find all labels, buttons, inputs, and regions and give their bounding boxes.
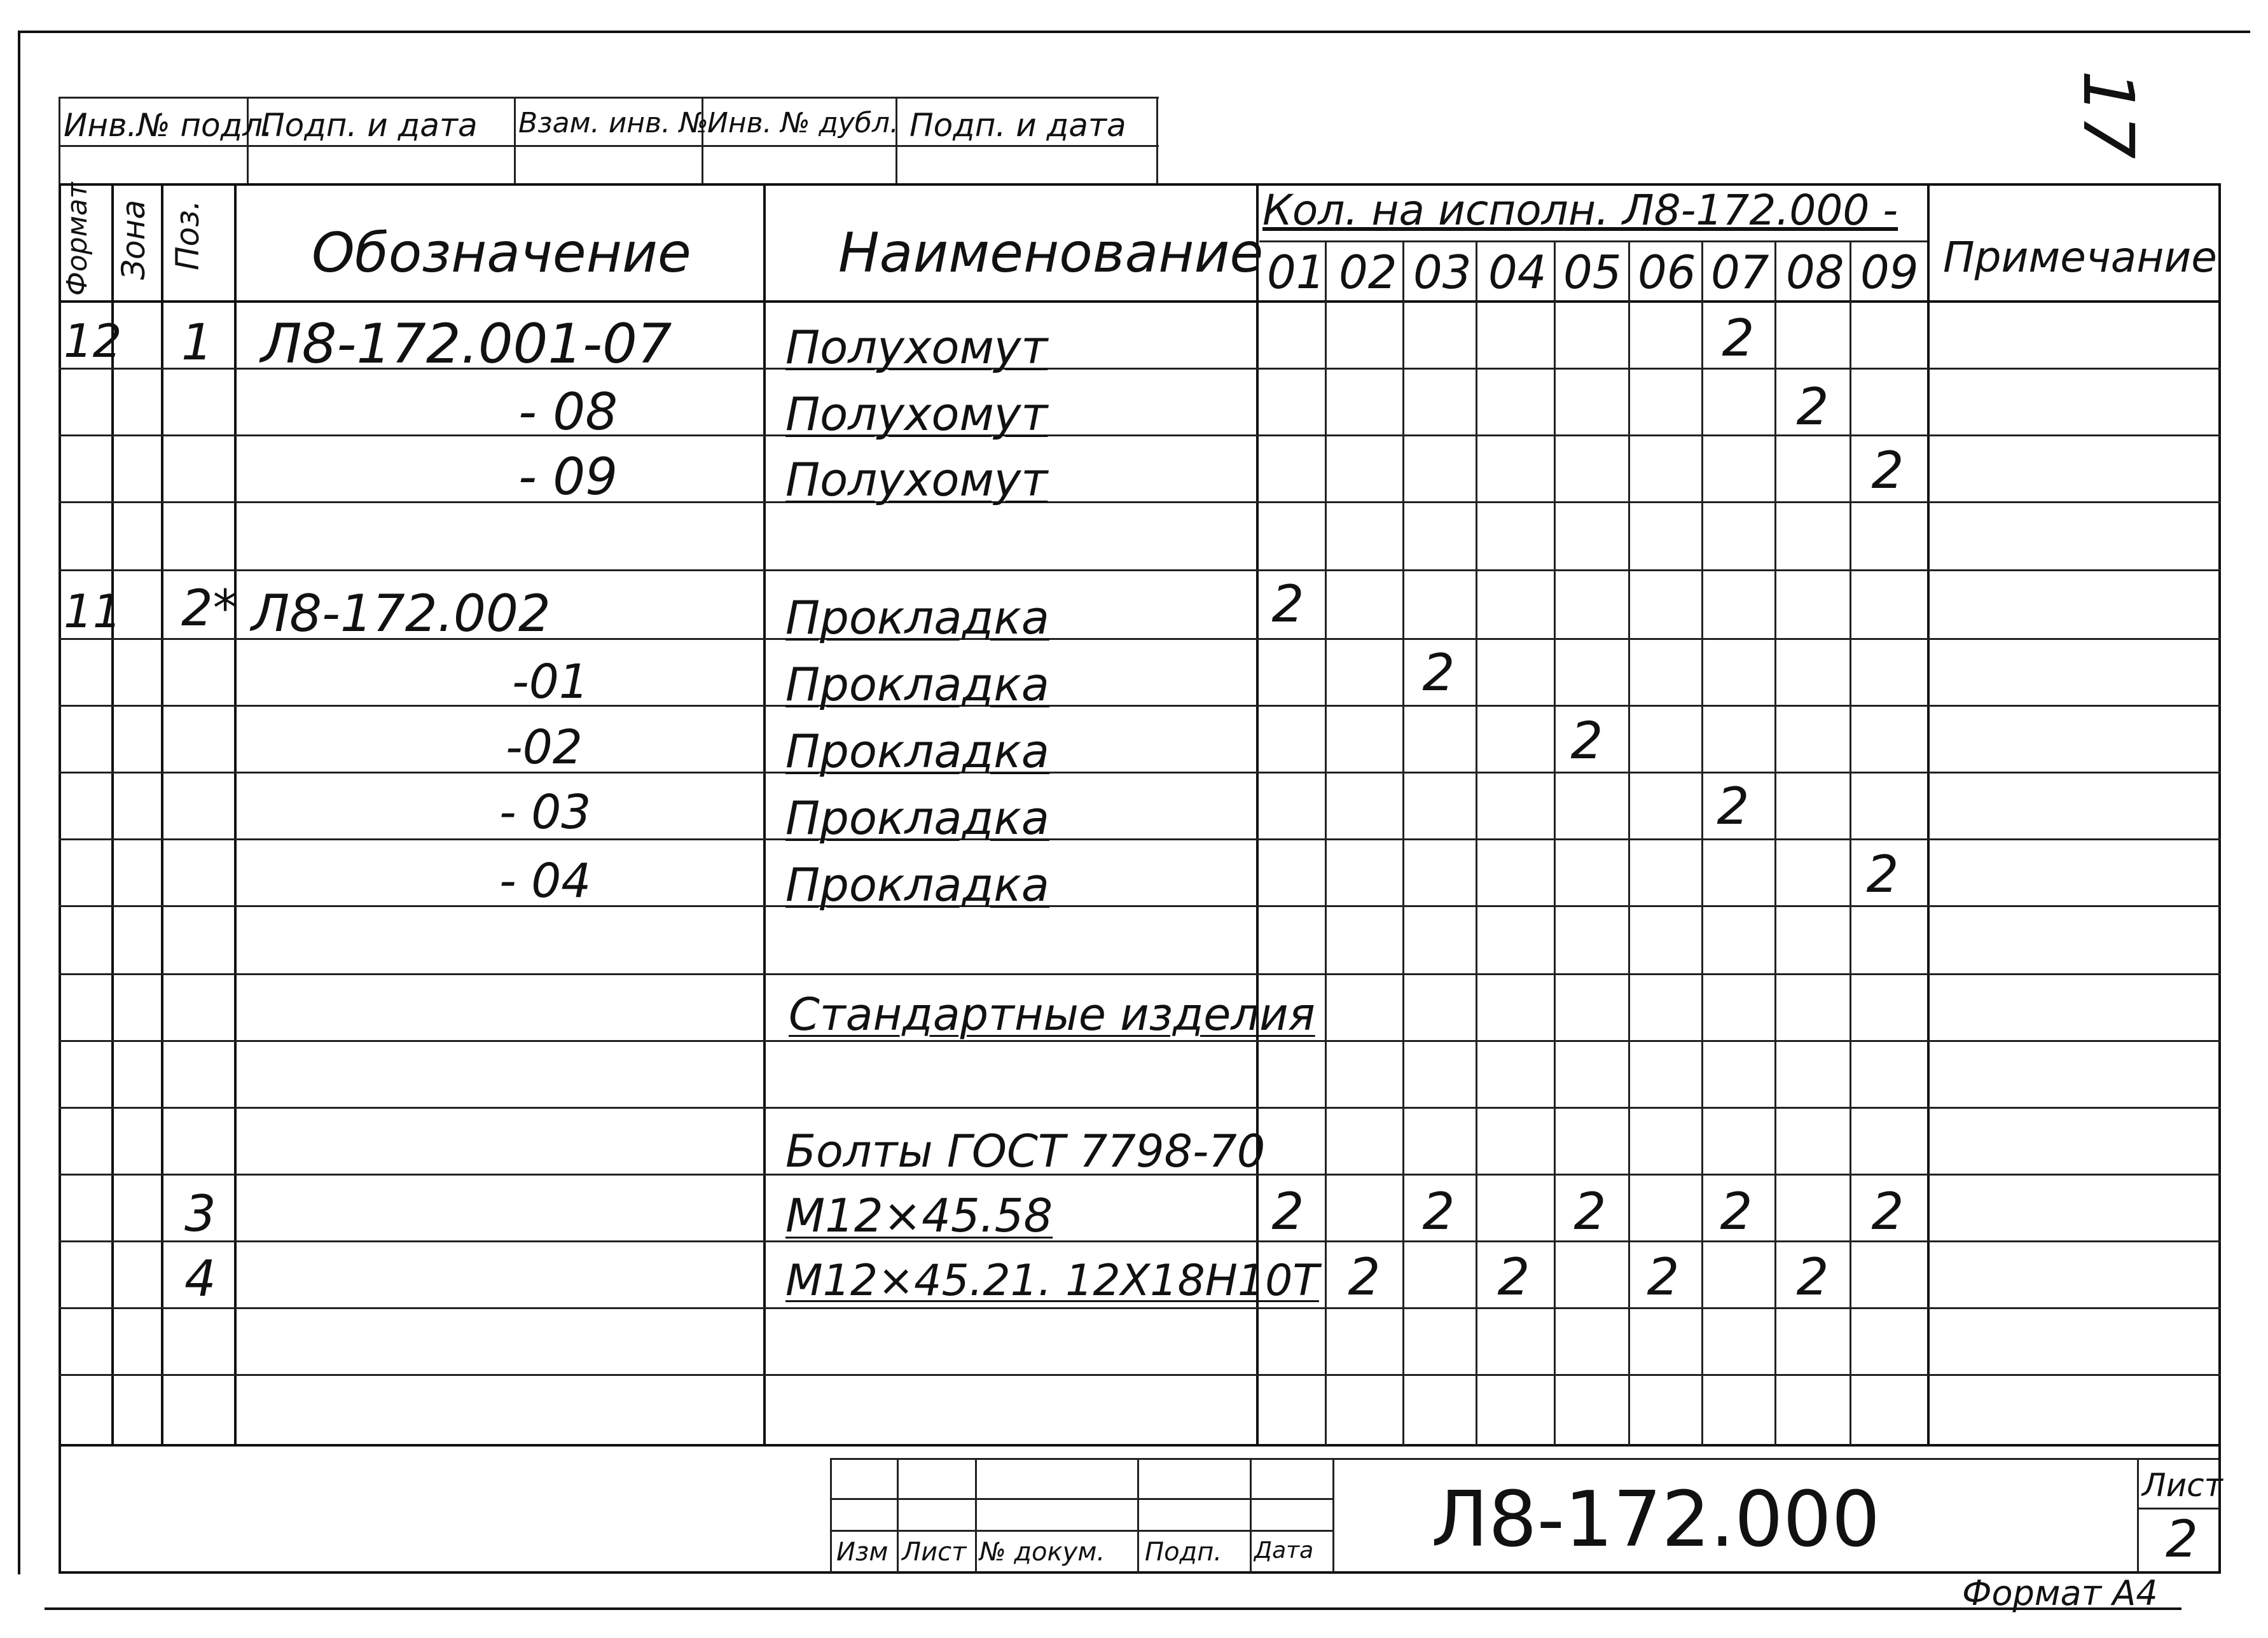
header-qty-title: Кол. на исполн. Л8-172.000 -: [1262, 186, 1898, 235]
sheet-number: 2: [2166, 1510, 2198, 1569]
label-doc-number: № докум.: [979, 1537, 1105, 1567]
format-footer: Формат А4: [1962, 1573, 2158, 1613]
row-designation: - 09: [518, 447, 618, 506]
label-izm: Изм: [836, 1537, 889, 1567]
row-designation: Л8-172.001-07: [261, 312, 672, 376]
row-name: Прокладка: [785, 725, 1049, 778]
row-pos: 1: [181, 314, 213, 371]
row-designation: - 04: [499, 854, 591, 908]
sheet-label: Лист: [2142, 1467, 2223, 1504]
variant-01: 01: [1267, 246, 1325, 299]
row-qty-06: 2: [1647, 1247, 1680, 1307]
row-name: Полухомут: [785, 453, 1048, 506]
row-pos: 3: [184, 1186, 216, 1243]
variant-08: 08: [1786, 246, 1844, 299]
header-name: Наименование: [838, 221, 1264, 285]
variant-07: 07: [1711, 246, 1769, 299]
row-qty-09: 2: [1866, 845, 1899, 904]
corner-sheet-number: 17: [2068, 70, 2149, 159]
row-qty-07: 2: [1722, 309, 1755, 368]
row-format: 12: [64, 314, 122, 368]
document-number: Л8-172.000: [1431, 1476, 1881, 1564]
row-name: Полухомут: [785, 387, 1048, 441]
header-note: Примечание: [1943, 233, 2217, 282]
header-designation: Обозначение: [312, 221, 691, 285]
row-qty-03: 2: [1422, 1182, 1455, 1241]
label-list: Лист: [902, 1537, 967, 1567]
row-qty-02: 2: [1348, 1247, 1381, 1307]
row-pos: 2*: [181, 580, 238, 637]
row-designation: - 03: [499, 785, 591, 840]
row-name: Прокладка: [785, 858, 1049, 912]
row-qty-07: 2: [1720, 1182, 1753, 1241]
row-designation: - 08: [518, 382, 618, 441]
row-name: М12×45.21. 12Х18Н10Т: [785, 1256, 1319, 1306]
row-qty-08: 2: [1796, 1247, 1829, 1307]
row-name: Прокладка: [785, 791, 1049, 845]
row-qty-09: 2: [1871, 1182, 1904, 1241]
variant-03: 03: [1413, 246, 1472, 299]
row-qty-09: 2: [1871, 441, 1904, 500]
row-name: Полухомут: [785, 321, 1048, 374]
variant-09: 09: [1860, 246, 1919, 299]
variant-04: 04: [1488, 246, 1547, 299]
header-zone: Зона: [115, 200, 152, 280]
row-designation: -02: [506, 720, 583, 775]
row-format: 11: [64, 585, 122, 638]
row-qty-05: 2: [1573, 1182, 1607, 1241]
row-pos: 4: [184, 1251, 216, 1308]
row-name: Прокладка: [785, 591, 1049, 644]
row-name: Прокладка: [785, 658, 1049, 711]
variant-02: 02: [1339, 246, 1397, 299]
row-qty-01: 2: [1271, 1182, 1304, 1241]
row-designation: Л8-172.002: [251, 584, 551, 643]
archive-cell-podp-data-2: Подп. и дата: [909, 107, 1126, 144]
row-name-bolts: Болты ГОСТ 7798-70: [785, 1125, 1266, 1177]
row-name: М12×45.58: [785, 1189, 1053, 1242]
variant-05: 05: [1563, 246, 1622, 299]
left-border: [18, 32, 20, 1574]
header-pos: Поз.: [169, 200, 206, 270]
top-border: [18, 31, 2250, 33]
header-format: Формат: [61, 182, 93, 296]
row-qty-05: 2: [1570, 711, 1603, 770]
row-qty-03: 2: [1422, 643, 1455, 702]
archive-cell-vzam-inv: Взам. инв. №: [518, 107, 709, 139]
row-designation: -01: [512, 655, 589, 709]
variant-06: 06: [1638, 246, 1696, 299]
section-standard-items: Стандартные изделия: [789, 989, 1315, 1041]
row-qty-08: 2: [1796, 377, 1829, 436]
row-qty-07: 2: [1717, 777, 1750, 836]
row-qty-04: 2: [1497, 1247, 1530, 1307]
archive-cell-podp-data: Подп. и дата: [261, 107, 478, 144]
label-podp: Подп.: [1145, 1537, 1222, 1567]
label-data: Дата: [1254, 1537, 1314, 1564]
row-qty-01: 2: [1271, 574, 1304, 634]
archive-cell-inv-podl: Инв.№ подл.: [64, 107, 273, 144]
bottom-rule: [45, 1607, 2182, 1610]
archive-cell-inv-dubl: Инв. № дубл.: [707, 107, 899, 139]
